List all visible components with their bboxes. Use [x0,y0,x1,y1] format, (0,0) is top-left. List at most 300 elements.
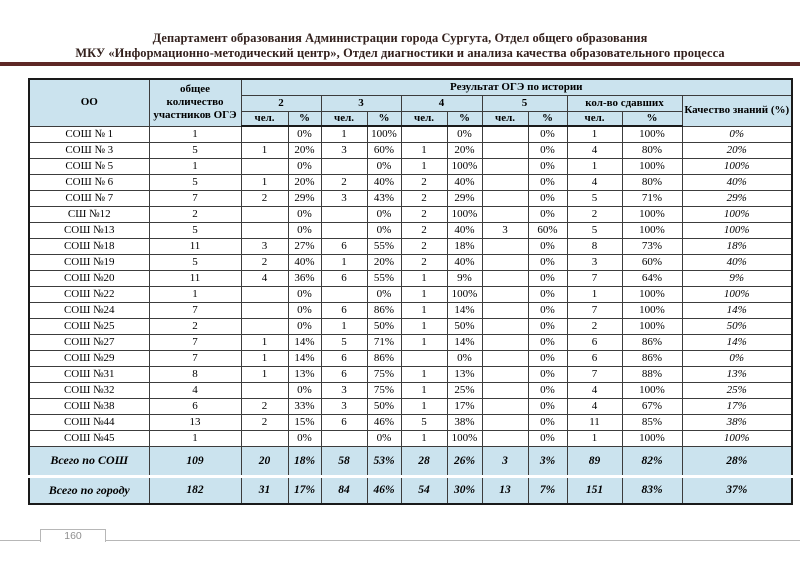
value-cell: 2 [241,414,288,430]
table-row [29,174,792,190]
value-cell: 100% [622,222,682,238]
value-cell: 84 [321,476,367,504]
value-cell: 40% [447,222,482,238]
value-cell [482,382,528,398]
value-cell: 75% [367,382,401,398]
header-row-1 [29,79,792,95]
value-cell: 1 [241,142,288,158]
col-header-oo: ОО [29,79,149,126]
value-cell: 0% [528,126,567,142]
value-cell: 60% [622,254,682,270]
value-cell: 0% [528,270,567,286]
value-cell: 0% [528,286,567,302]
value-cell: 25% [682,382,792,398]
col-header-unit-percent: % [528,111,567,126]
value-cell: 3% [528,446,567,476]
value-cell: 46% [367,414,401,430]
value-cell: 80% [622,142,682,158]
value-cell: 0% [367,430,401,446]
value-cell: 0% [682,126,792,142]
value-cell [482,286,528,302]
value-cell: 6 [567,334,622,350]
value-cell: 2 [321,174,367,190]
value-cell: 1 [149,430,241,446]
value-cell: 1 [241,350,288,366]
value-cell [321,286,367,302]
value-cell: 28% [682,446,792,476]
table-row [29,286,792,302]
value-cell: 100% [622,286,682,302]
value-cell: 100% [622,318,682,334]
value-cell: 0% [447,350,482,366]
value-cell: 38% [447,414,482,430]
value-cell: 0% [528,414,567,430]
row-label-cell: СОШ №45 [29,430,149,446]
row-label-cell: СОШ № 5 [29,158,149,174]
value-cell: 55% [367,238,401,254]
value-cell: 40% [367,174,401,190]
value-cell: 1 [321,318,367,334]
value-cell: 0% [528,318,567,334]
table-row [29,142,792,158]
value-cell [321,430,367,446]
row-label-cell: СОШ №29 [29,350,149,366]
table-row [29,158,792,174]
value-cell: 2 [241,254,288,270]
value-cell: 3 [321,142,367,158]
footer-divider-line [0,540,800,541]
value-cell: 18% [682,238,792,254]
value-cell: 37% [682,476,792,504]
value-cell: 3 [482,222,528,238]
value-cell: 20 [241,446,288,476]
value-cell: 7 [149,334,241,350]
value-cell [241,126,288,142]
value-cell [241,206,288,222]
col-header-unit-percent: % [622,111,682,126]
value-cell: 3 [241,238,288,254]
value-cell: 86% [622,334,682,350]
value-cell: 1 [401,334,447,350]
row-label-cell: СОШ №44 [29,414,149,430]
table-row [29,254,792,270]
value-cell: 20% [288,174,321,190]
value-cell: 0% [528,190,567,206]
table-row [29,206,792,222]
value-cell: 0% [367,158,401,174]
value-cell: 100% [622,158,682,174]
value-cell [482,158,528,174]
value-cell: 71% [367,334,401,350]
value-cell: 1 [567,430,622,446]
value-cell: 151 [567,476,622,504]
value-cell: 3 [482,446,528,476]
value-cell: 1 [241,334,288,350]
value-cell: 7% [528,476,567,504]
value-cell: 40% [682,174,792,190]
value-cell: 20% [367,254,401,270]
table-row [29,238,792,254]
value-cell: 28 [401,446,447,476]
row-label-cell: СОШ №31 [29,366,149,382]
value-cell: 40% [447,174,482,190]
value-cell: 6 [321,414,367,430]
table-row [29,398,792,414]
value-cell: 0% [528,366,567,382]
value-cell: 2 [401,190,447,206]
value-cell: 100% [682,158,792,174]
value-cell: 1 [401,382,447,398]
col-header-grade-2: 2 [241,95,321,111]
value-cell: 1 [241,174,288,190]
value-cell: 80% [622,174,682,190]
col-header-unit-person: чел. [567,111,622,126]
row-label-cell: СОШ № 7 [29,190,149,206]
col-header-grade-4: 4 [401,95,482,111]
value-cell: 15% [288,414,321,430]
value-cell: 100% [622,206,682,222]
value-cell: 1 [567,158,622,174]
value-cell: 89 [567,446,622,476]
value-cell: 2 [401,206,447,222]
value-cell: 1 [321,126,367,142]
page-number-tab [40,529,106,542]
value-cell: 0% [528,302,567,318]
value-cell: 6 [149,398,241,414]
value-cell: 0% [528,142,567,158]
table-row [29,318,792,334]
row-label-cell: СОШ №24 [29,302,149,318]
value-cell [241,302,288,318]
table-row [29,414,792,430]
total-row [29,476,792,504]
value-cell: 100% [682,286,792,302]
value-cell: 1 [149,286,241,302]
value-cell: 20% [288,142,321,158]
value-cell: 1 [401,430,447,446]
value-cell: 7 [149,190,241,206]
value-cell: 0% [288,126,321,142]
col-header-unit-percent: % [447,111,482,126]
col-header-result-span: Результат ОГЭ по истории [241,79,792,95]
value-cell: 100% [682,222,792,238]
table-row [29,302,792,318]
value-cell: 17% [682,398,792,414]
value-cell: 3 [321,382,367,398]
value-cell: 3 [321,398,367,414]
table-body [29,126,792,504]
value-cell: 6 [567,350,622,366]
col-header-unit-person: чел. [241,111,288,126]
col-header-participants: общее количество участников ОГЭ [149,79,241,126]
value-cell: 14% [682,302,792,318]
value-cell [241,430,288,446]
value-cell: 6 [321,302,367,318]
value-cell: 14% [682,334,792,350]
value-cell: 0% [367,222,401,238]
value-cell: 100% [447,286,482,302]
value-cell: 13% [447,366,482,382]
value-cell: 25% [447,382,482,398]
value-cell: 0% [528,254,567,270]
value-cell: 100% [367,126,401,142]
value-cell [321,206,367,222]
value-cell: 0% [447,126,482,142]
value-cell [321,222,367,238]
value-cell: 0% [288,430,321,446]
value-cell [241,158,288,174]
value-cell: 0% [528,398,567,414]
value-cell: 40% [682,254,792,270]
value-cell: 7 [149,350,241,366]
value-cell: 0% [528,430,567,446]
value-cell: 0% [367,286,401,302]
value-cell: 1 [401,366,447,382]
value-cell [482,190,528,206]
value-cell: 6 [321,270,367,286]
value-cell [482,206,528,222]
table-row [29,222,792,238]
value-cell: 88% [622,366,682,382]
value-cell: 13 [482,476,528,504]
value-cell: 1 [401,142,447,158]
value-cell: 50% [367,318,401,334]
value-cell: 1 [401,270,447,286]
value-cell: 100% [622,302,682,318]
value-cell: 1 [401,158,447,174]
value-cell: 17% [288,476,321,504]
value-cell: 3 [321,190,367,206]
value-cell: 4 [567,174,622,190]
page-number: 160 [64,530,82,542]
value-cell: 11 [567,414,622,430]
value-cell: 29% [288,190,321,206]
row-label-cell: Всего по городу [29,476,149,504]
value-cell: 0% [528,206,567,222]
total-row [29,446,792,476]
value-cell: 5 [149,222,241,238]
value-cell [482,238,528,254]
value-cell: 1 [401,302,447,318]
value-cell: 4 [241,270,288,286]
value-cell [482,126,528,142]
value-cell [241,318,288,334]
value-cell [401,350,447,366]
value-cell: 8 [149,366,241,382]
value-cell: 100% [622,430,682,446]
value-cell [482,334,528,350]
value-cell: 43% [367,190,401,206]
value-cell: 1 [401,318,447,334]
table-row [29,190,792,206]
value-cell: 100% [622,126,682,142]
value-cell: 6 [321,350,367,366]
value-cell [482,430,528,446]
value-cell: 2 [149,206,241,222]
value-cell: 40% [447,254,482,270]
value-cell: 1 [401,398,447,414]
value-cell: 13% [288,366,321,382]
value-cell: 0% [288,158,321,174]
table-row [29,126,792,142]
value-cell: 60% [367,142,401,158]
table-row [29,350,792,366]
value-cell [482,366,528,382]
value-cell [321,158,367,174]
row-label-cell: СОШ № 3 [29,142,149,158]
value-cell: 4 [567,382,622,398]
value-cell: 2 [567,206,622,222]
value-cell: 46% [367,476,401,504]
table-row [29,270,792,286]
value-cell: 55% [367,270,401,286]
value-cell: 29% [447,190,482,206]
row-label-cell: СОШ №27 [29,334,149,350]
table-header [29,79,792,126]
value-cell: 11 [149,238,241,254]
value-cell: 86% [622,350,682,366]
value-cell: 1 [567,126,622,142]
value-cell: 100% [682,206,792,222]
value-cell [482,142,528,158]
value-cell: 0% [528,174,567,190]
value-cell: 0% [367,206,401,222]
value-cell: 0% [682,350,792,366]
value-cell: 18% [288,446,321,476]
value-cell: 40% [288,254,321,270]
value-cell: 9% [682,270,792,286]
value-cell: 2 [241,398,288,414]
value-cell: 2 [401,222,447,238]
value-cell: 9% [447,270,482,286]
oge-results-table [28,78,793,505]
value-cell: 100% [682,430,792,446]
value-cell: 13% [682,366,792,382]
value-cell: 11 [149,270,241,286]
value-cell [482,318,528,334]
value-cell: 7 [567,302,622,318]
value-cell: 20% [447,142,482,158]
value-cell: 100% [447,206,482,222]
row-label-cell: СОШ № 6 [29,174,149,190]
table-row [29,366,792,382]
value-cell: 5 [149,174,241,190]
value-cell: 7 [567,270,622,286]
value-cell: 1 [241,366,288,382]
col-header-unit-percent: % [288,111,321,126]
value-cell: 14% [288,334,321,350]
value-cell: 1 [401,286,447,302]
value-cell [482,414,528,430]
value-cell: 8 [567,238,622,254]
value-cell: 18% [447,238,482,254]
value-cell: 86% [367,350,401,366]
value-cell: 14% [447,302,482,318]
value-cell: 17% [447,398,482,414]
value-cell: 54 [401,476,447,504]
value-cell: 0% [288,206,321,222]
value-cell: 82% [622,446,682,476]
table-row [29,382,792,398]
value-cell [482,350,528,366]
value-cell: 0% [288,382,321,398]
value-cell: 5 [401,414,447,430]
col-header-unit-person: чел. [482,111,528,126]
value-cell: 14% [288,350,321,366]
value-cell: 5 [149,254,241,270]
value-cell: 53% [367,446,401,476]
value-cell: 71% [622,190,682,206]
value-cell: 0% [288,222,321,238]
value-cell [482,174,528,190]
col-header-quality: Качество знаний (%) [682,95,792,126]
value-cell: 100% [447,158,482,174]
value-cell: 1 [149,126,241,142]
value-cell: 31 [241,476,288,504]
value-cell: 0% [288,302,321,318]
value-cell: 73% [622,238,682,254]
value-cell: 100% [622,382,682,398]
value-cell: 0% [288,286,321,302]
value-cell: 13 [149,414,241,430]
header-divider-rule [0,62,800,66]
row-label-cell: СОШ №18 [29,238,149,254]
value-cell: 26% [447,446,482,476]
value-cell: 2 [401,254,447,270]
value-cell: 20% [682,142,792,158]
value-cell: 5 [567,222,622,238]
value-cell: 182 [149,476,241,504]
value-cell: 0% [288,318,321,334]
value-cell: 85% [622,414,682,430]
value-cell: 100% [447,430,482,446]
row-label-cell: СОШ №13 [29,222,149,238]
value-cell: 1 [149,158,241,174]
col-header-grade-3: 3 [321,95,401,111]
value-cell: 7 [567,366,622,382]
value-cell: 2 [567,318,622,334]
value-cell [482,254,528,270]
document-header [0,31,800,61]
value-cell: 14% [447,334,482,350]
row-label-cell: СШ №12 [29,206,149,222]
value-cell: 67% [622,398,682,414]
value-cell: 7 [149,302,241,318]
value-cell: 5 [567,190,622,206]
value-cell: 4 [567,398,622,414]
row-label-cell: СОШ №25 [29,318,149,334]
value-cell: 2 [241,190,288,206]
value-cell: 1 [567,286,622,302]
value-cell: 50% [682,318,792,334]
value-cell: 86% [367,302,401,318]
value-cell: 50% [367,398,401,414]
value-cell: 38% [682,414,792,430]
value-cell: 30% [447,476,482,504]
col-header-grade-5: 5 [482,95,567,111]
value-cell: 75% [367,366,401,382]
value-cell: 0% [528,382,567,398]
value-cell: 1 [321,254,367,270]
value-cell: 109 [149,446,241,476]
value-cell: 2 [401,174,447,190]
value-cell: 83% [622,476,682,504]
value-cell: 36% [288,270,321,286]
row-label-cell: СОШ №19 [29,254,149,270]
value-cell: 6 [321,366,367,382]
value-cell: 60% [528,222,567,238]
row-label-cell: СОШ № 1 [29,126,149,142]
